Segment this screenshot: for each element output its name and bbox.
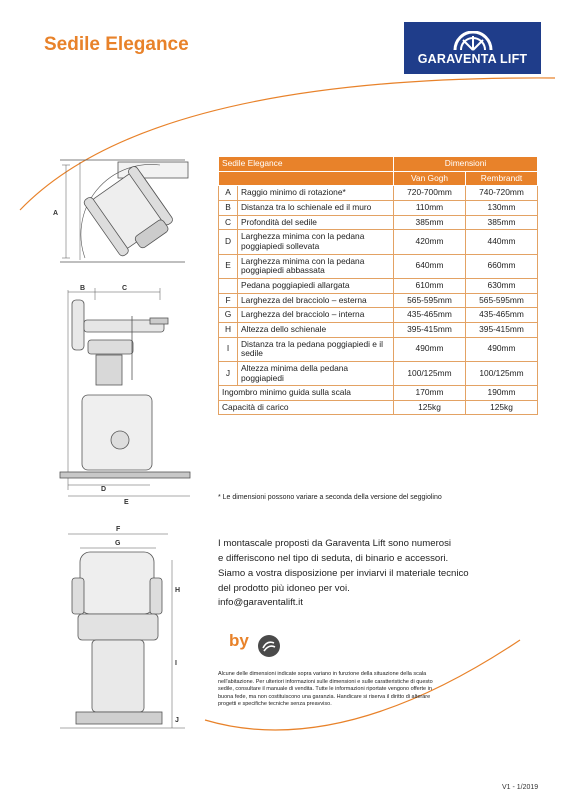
row-rembrandt-value: 435-465mm [466,308,538,323]
row-van-gogh-value: 490mm [394,337,466,361]
side-view-drawing [60,288,190,496]
table-footer-row [219,400,538,415]
row-code: D [219,230,238,254]
row-rembrandt-value: 440mm [466,230,538,254]
table-header-group: Dimensioni [394,157,538,172]
top-view-drawing [60,160,188,262]
row-label: Ingombro minimo guida sulla scala [219,386,394,401]
table-row [219,278,538,293]
row-rembrandt-value: 740-720mm [466,186,538,201]
row-label: Larghezza minima con la pedana poggiapiedi sollevata [238,230,394,254]
info-line: e differiscono nel tipo di seduta, di binario e accessori. [218,552,449,564]
column-van-gogh: Van Gogh [394,171,466,186]
front-view-drawing [60,534,185,728]
handicare-logo-icon [257,634,281,658]
row-label: Raggio minimo di rotazione* [238,186,394,201]
logo-text: GARAVENTA LIFT [417,51,528,66]
row-label: Capacità di carico [219,400,394,415]
table-header-row [219,157,538,172]
row-code: A [219,186,238,201]
row-code: C [219,215,238,230]
row-rembrandt-value: 125kg [466,400,538,415]
row-rembrandt-value: 490mm [466,337,538,361]
row-label: Profondità del sedile [238,215,394,230]
row-van-gogh-value: 420mm [394,230,466,254]
row-label: Distanza tra la pedana poggiapiedi e il sedile [238,337,394,361]
row-code: F [219,293,238,308]
dim-label-b: B [80,285,86,292]
dim-label-g: G [115,540,121,547]
row-code: B [219,200,238,215]
row-code: I [219,337,238,361]
row-rembrandt-value: 630mm [466,278,538,293]
dim-label-j: J [175,717,179,724]
table-row [219,361,538,385]
row-label: Altezza minima della pedana poggiapiedi [238,361,394,385]
info-line: I montascale proposti da Garaventa Lift sono numerosi [218,538,452,549]
row-rembrandt-value: 190mm [466,386,538,401]
garaventa-logo [404,22,541,74]
row-van-gogh-value: 170mm [394,386,466,401]
table-header-title: Sedile Elegance [219,157,394,172]
by-label: by [229,631,249,650]
page-title: Sedile Elegance [44,34,189,55]
dim-label-i: I [175,660,177,667]
row-rembrandt-value: 565-595mm [466,293,538,308]
row-code: G [219,308,238,323]
info-email[interactable]: info@garaventalift.it [218,597,303,609]
row-label: Larghezza minima con la pedana poggiapiedi abbassata [238,254,394,278]
table-row [219,254,538,278]
table-row [219,186,538,201]
row-rembrandt-value: 100/125mm [466,361,538,385]
column-rembrandt: Rembrandt [466,171,538,186]
row-van-gogh-value: 435-465mm [394,308,466,323]
dim-label-e: E [124,499,129,506]
row-van-gogh-value: 720-700mm [394,186,466,201]
table-footer-row [219,386,538,401]
table-row [219,230,538,254]
row-label: Larghezza del bracciolo – esterna [238,293,394,308]
row-label: Distanza tra lo schienale ed il muro [238,200,394,215]
dim-label-f: F [116,526,121,533]
row-van-gogh-value: 100/125mm [394,361,466,385]
row-rembrandt-value: 660mm [466,254,538,278]
row-van-gogh-value: 395-415mm [394,322,466,337]
table-row [219,293,538,308]
dim-label-d: D [101,486,107,493]
row-van-gogh-value: 110mm [394,200,466,215]
row-code: E [219,254,238,278]
table-row [219,215,538,230]
table-row [219,200,538,215]
row-label: Pedana poggiapiedi allargata [238,278,394,293]
dim-label-c: C [122,285,128,292]
row-rembrandt-value: 395-415mm [466,322,538,337]
row-code: J [219,361,238,385]
disclaimer-text: Alcune delle dimensioni indicate sopra variano in funzione della situazione della scala nell'abitazione. Per ulteriori informazioni sulle dimensioni e sulle caratteristiche di questo sedile, consultare il manuale di vendita. Tutte le informazioni riportate vengono offerte in buona fede, ma non costituiscono una garanzia. Handicare si riserva il diritto di alterare progetti e specifiche tecniche senza preavviso. [218,671,433,708]
row-code [219,278,238,293]
info-block [218,537,478,611]
row-rembrandt-value: 385mm [466,215,538,230]
table-subheader-row [219,171,538,186]
table-row [219,337,538,361]
row-van-gogh-value: 125kg [394,400,466,415]
logo-wheel-icon [451,31,495,51]
row-van-gogh-value: 640mm [394,254,466,278]
dimensions-table [218,156,538,415]
technical-drawings [0,0,215,800]
row-van-gogh-value: 610mm [394,278,466,293]
row-van-gogh-value: 385mm [394,215,466,230]
version-label: V1 - 1/2019 [502,784,539,791]
row-rembrandt-value: 130mm [466,200,538,215]
footnote: * Le dimensioni possono variare a seconda della versione del seggiolino [218,494,442,501]
info-line: Siamo a vostra disposizione per inviarvi il materiale tecnico [218,567,469,579]
table-row [219,308,538,323]
dim-label-h: H [175,587,181,594]
table-row [219,322,538,337]
dim-label-a: A [53,210,59,217]
row-label: Altezza dello schienale [238,322,394,337]
info-line: del prodotto più idoneo per voi. [218,582,350,594]
row-van-gogh-value: 565-595mm [394,293,466,308]
row-code: H [219,322,238,337]
row-label: Larghezza del bracciolo – interna [238,308,394,323]
